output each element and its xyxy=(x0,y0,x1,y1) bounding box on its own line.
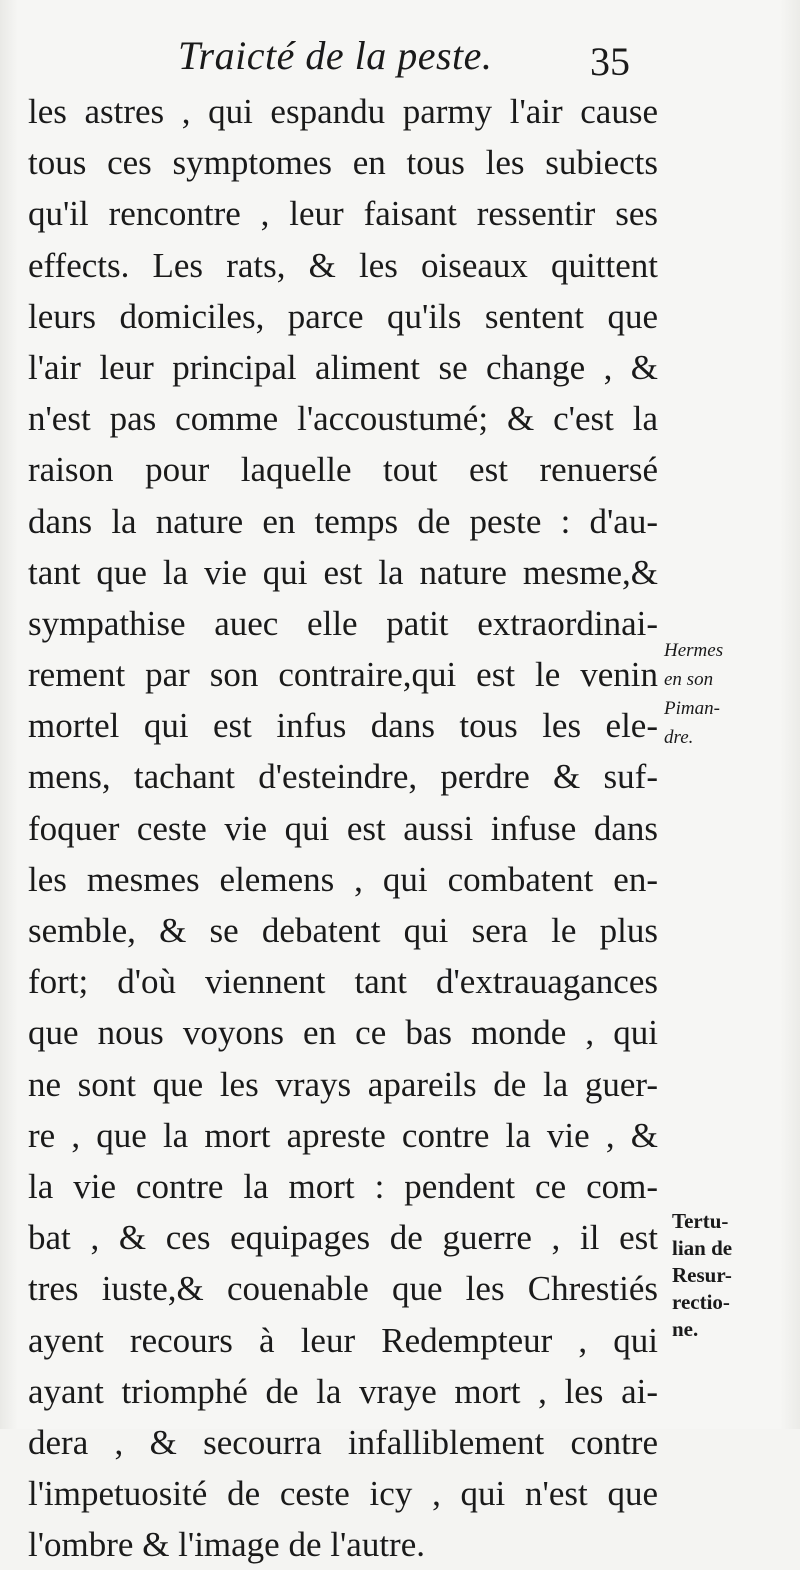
text-line: la vie contre la mort : pendent ce com- xyxy=(28,1166,658,1206)
text-line: effects. Les rats, & les oiseaux quittent xyxy=(28,245,658,285)
text-line: que nous voyons en ce bas monde , qui xyxy=(28,1013,658,1053)
margin-note-line: dre. xyxy=(664,727,694,748)
main-text-block xyxy=(28,86,658,1570)
text-line: dera , & secourra infalliblement contre xyxy=(28,1422,658,1462)
margin-note-line: Hermes xyxy=(664,640,724,661)
running-title: Traicté de la peste. xyxy=(178,33,493,78)
text-line: n'est pas comme l'accoustumé; & c'est la xyxy=(28,399,658,439)
margin-note-line: Resur- xyxy=(672,1263,732,1287)
text-line: re , que la mort apreste contre la vie , & xyxy=(28,1115,658,1155)
text-line: tres iuste,& couenable que les Chrestiés xyxy=(28,1269,658,1309)
text-line: raison pour laquelle tout est renuersé xyxy=(28,450,658,490)
text-line: qu'il rencontre , leur faisant ressentir ses xyxy=(28,194,658,234)
text-line: les astres , qui espandu parmy l'air cause xyxy=(28,92,658,131)
running-head xyxy=(0,22,800,82)
text-line: ayant triomphé de la vraye mort , les ai- xyxy=(28,1371,658,1411)
margin-note-hermes xyxy=(664,636,723,752)
text-line: semble, & se debatent qui sera le plus xyxy=(28,911,658,950)
margin-note-line: en son xyxy=(664,669,714,690)
text-line: tant que la vie qui est la nature mesme,& xyxy=(28,552,658,592)
margin-note-line: rectio- xyxy=(672,1290,730,1314)
text-line: ne sont que les vrays apareils de la guer- xyxy=(28,1064,658,1104)
margin-note-line: Tertu- xyxy=(672,1209,729,1233)
margin-note-tertullian xyxy=(672,1208,732,1343)
text-line: bat , & ces equipages de guerre , il est xyxy=(28,1218,658,1258)
margin-note-line: lian de xyxy=(672,1236,733,1260)
text-line: foquer ceste vie qui est aussi infuse dans xyxy=(28,808,658,848)
text-line: ayent recours à leur Redempteur , qui xyxy=(28,1320,658,1360)
text-line: sympathise auec elle patit extraordinai- xyxy=(28,603,658,643)
text-line: mortel qui est infus dans tous les ele- xyxy=(28,706,658,746)
text-line: mens, tachant d'esteindre, perdre & suf- xyxy=(28,757,658,797)
margin-note-line: ne. xyxy=(672,1317,699,1341)
text-line: rement par son contraire,qui est le venin xyxy=(28,655,658,695)
text-line: dans la nature en temps de peste : d'au- xyxy=(28,501,658,541)
text-line: tous ces symptomes en tous les subiects xyxy=(28,143,658,183)
margin-note-line: Piman- xyxy=(664,698,720,719)
text-line: l'air leur principal aliment se change , & xyxy=(28,347,658,387)
text-line: l'impetuosité de ceste icy , qui n'est que xyxy=(28,1474,658,1514)
text-line: leurs domiciles, parce qu'ils sentent que xyxy=(28,296,658,336)
text-line: les mesmes elemens , qui combatent en- xyxy=(28,859,658,899)
page-number: 35 xyxy=(590,39,630,84)
text-line: fort; d'où viennent tant d'extrauagances xyxy=(28,962,658,1002)
text-line-last: l'ombre & l'image de l'autre. xyxy=(28,1525,425,1565)
